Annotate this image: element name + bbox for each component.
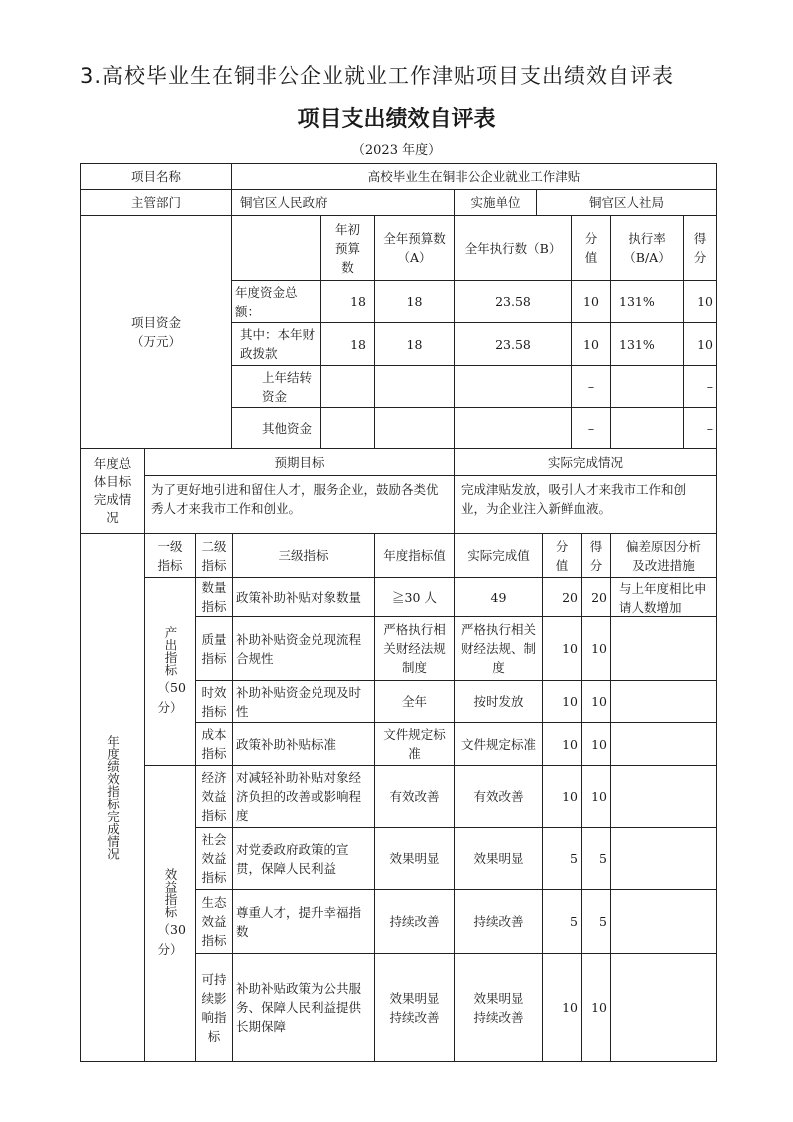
actual-completion-text: 完成津贴发放，吸引人才来我市工作和创业，为企业注入新鲜血液。 (454, 475, 717, 534)
funds-header-exec: 全年执行数（B） (454, 215, 572, 281)
funds-row-score-value: 10 (571, 322, 611, 366)
funds-row-init: 18 (320, 280, 375, 323)
funds-header-blank (231, 215, 321, 281)
funds-row-score: 10 (683, 322, 717, 366)
indicator-score-value: 10 (542, 722, 582, 766)
indicator-target: 严格执行相关财经法规制度 (374, 616, 455, 681)
funds-row-score: – (683, 365, 717, 408)
indicator-group-benefit: 效益指标 （30分） (144, 765, 196, 1062)
indicator-reason (610, 722, 717, 766)
indicator-reason (610, 765, 717, 828)
indicator-header-level2: 二级 指标 (195, 533, 233, 578)
indicator-actual: 效果明显 (454, 827, 543, 890)
indicator-header-score: 得 分 (581, 533, 611, 578)
impl-unit-value: 铜官区人社局 (536, 189, 717, 216)
funds-row-exec (454, 407, 572, 449)
indicator-reason: 与上年度相比申请人数增加 (610, 577, 717, 617)
funds-row-init (320, 365, 375, 408)
indicator-header-target: 年度指标值 (374, 533, 455, 578)
funds-row-score-value: – (571, 365, 611, 408)
indicator-header-score-value: 分 值 (542, 533, 582, 578)
dept-label: 主管部门 (80, 189, 232, 216)
indicator-header-reason: 偏差原因分析 及改进措施 (610, 533, 717, 578)
funds-row-score-value: 10 (571, 280, 611, 323)
funds-header-rate: 执行率 （B/A） (610, 215, 684, 281)
impl-unit-label: 实施单位 (454, 189, 537, 216)
indicator-actual: 有效改善 (454, 765, 543, 828)
funds-row-label: 年度资金总额： (231, 280, 321, 323)
indicator-level2: 经济效益指标 (195, 765, 233, 828)
funds-row-label: 其他资金 (231, 407, 321, 449)
indicator-actual: 严格执行相关财经法规、制度 (454, 616, 543, 681)
expected-goal-text: 为了更好地引进和留住人才，服务企业，鼓励各类优秀人才来我市工作和创业。 (144, 475, 455, 534)
indicator-reason (610, 889, 717, 954)
funds-row-budget: 18 (374, 280, 455, 323)
funds-row-rate: 131% (610, 322, 684, 366)
indicator-level2: 成本指标 (195, 722, 233, 766)
indicator-level2: 社会效益指标 (195, 827, 233, 890)
project-name-label: 项目名称 (80, 163, 232, 190)
indicator-score: 10 (581, 680, 611, 723)
indicator-score-value: 20 (542, 577, 582, 617)
indicator-level3: 补助补贴资金兑现流程合规性 (232, 616, 375, 681)
funds-header-budget: 全年预算数 （A） (374, 215, 455, 281)
funds-row-rate (610, 407, 684, 449)
indicator-level2: 生态效益指标 (195, 889, 233, 954)
indicator-score: 5 (581, 827, 611, 890)
document-heading: 3.高校毕业生在铜非公企业就业工作津贴项目支出绩效自评表 (80, 64, 675, 88)
indicator-level3: 补助补贴资金兑现及时性 (232, 680, 375, 723)
indicator-reason (610, 953, 717, 1062)
indicator-score-value: 10 (542, 616, 582, 681)
indicator-header-level1: 一级 指标 (144, 533, 196, 578)
funds-row-label: 上年结转资金 (231, 365, 321, 408)
year-label: （2023 年度） (351, 143, 442, 158)
indicator-level3: 政策补助补贴标准 (232, 722, 375, 766)
indicator-target: ≧30 人 (374, 577, 455, 617)
indicator-reason (610, 616, 717, 681)
indicator-score-value: 10 (542, 680, 582, 723)
indicator-level3: 政策补助补贴对象数量 (232, 577, 375, 617)
overall-goal-label: 年度总体目标完成情况 (80, 448, 145, 534)
indicator-target: 持续改善 (374, 889, 455, 954)
indicator-actual: 49 (454, 577, 543, 617)
funds-row-score-value: – (571, 407, 611, 449)
indicator-level2: 可持续影响指标 (195, 953, 233, 1062)
funds-header-score: 得 分 (683, 215, 717, 281)
actual-completion-header: 实际完成情况 (454, 448, 717, 476)
funds-row-exec: 23.58 (454, 280, 572, 323)
indicator-actual: 效果明显持续改善 (454, 953, 543, 1062)
funds-header-score-value: 分 值 (571, 215, 611, 281)
indicator-reason (610, 680, 717, 723)
indicators-label: 年度绩效指标完成情况 (80, 533, 145, 1062)
page-title: 项目支出绩效自评表 (297, 107, 496, 132)
funds-row-rate (610, 365, 684, 408)
indicator-actual: 持续改善 (454, 889, 543, 954)
indicator-score: 10 (581, 722, 611, 766)
indicator-score-value: 10 (542, 765, 582, 828)
funds-row-label: 其中：本年财政拨款 (231, 322, 321, 366)
indicator-level2: 数量指标 (195, 577, 233, 617)
indicator-score: 20 (581, 577, 611, 617)
funds-row-budget: 18 (374, 322, 455, 366)
funds-row-budget (374, 365, 455, 408)
dept-value: 铜官区人民政府 (231, 189, 455, 216)
indicator-target: 效果明显持续改善 (374, 953, 455, 1062)
funds-row-budget (374, 407, 455, 449)
indicator-header-level3: 三级指标 (232, 533, 375, 578)
indicator-level2: 时效指标 (195, 680, 233, 723)
funds-row-exec: 23.58 (454, 322, 572, 366)
indicator-score: 10 (581, 953, 611, 1062)
indicator-score-value: 10 (542, 953, 582, 1062)
indicator-score: 5 (581, 889, 611, 954)
funds-row-init: 18 (320, 322, 375, 366)
funds-row-exec (454, 365, 572, 408)
indicator-target: 文件规定标准 (374, 722, 455, 766)
indicator-score: 10 (581, 765, 611, 828)
project-name-value: 高校毕业生在铜非公企业就业工作津贴 (231, 163, 717, 190)
indicator-target: 有效改善 (374, 765, 455, 828)
funds-label: 项目资金 （万元） (80, 215, 232, 449)
indicator-group-output: 产出指标 （50分） (144, 577, 196, 766)
indicator-score-value: 5 (542, 827, 582, 890)
indicator-target: 全年 (374, 680, 455, 723)
indicator-reason (610, 827, 717, 890)
funds-row-score: 10 (683, 280, 717, 323)
indicator-score: 10 (581, 616, 611, 681)
indicator-level3: 对党委政府政策的宣贯，保障人民利益 (232, 827, 375, 890)
indicator-level3: 补助补贴政策为公共服务、保障人民利益提供长期保障 (232, 953, 375, 1062)
indicator-score-value: 5 (542, 889, 582, 954)
expected-goal-header: 预期目标 (144, 448, 455, 476)
indicator-level3: 尊重人才，提升幸福指数 (232, 889, 375, 954)
indicator-actual: 文件规定标准 (454, 722, 543, 766)
indicator-level3: 对减轻补助补贴对象经济负担的改善或影响程度 (232, 765, 375, 828)
funds-row-init (320, 407, 375, 449)
indicator-target: 效果明显 (374, 827, 455, 890)
funds-row-score: – (683, 407, 717, 449)
indicator-level2: 质量指标 (195, 616, 233, 681)
funds-header-init: 年初 预算 数 (320, 215, 375, 281)
indicator-actual: 按时发放 (454, 680, 543, 723)
funds-row-rate: 131% (610, 280, 684, 323)
indicator-header-actual: 实际完成值 (454, 533, 543, 578)
